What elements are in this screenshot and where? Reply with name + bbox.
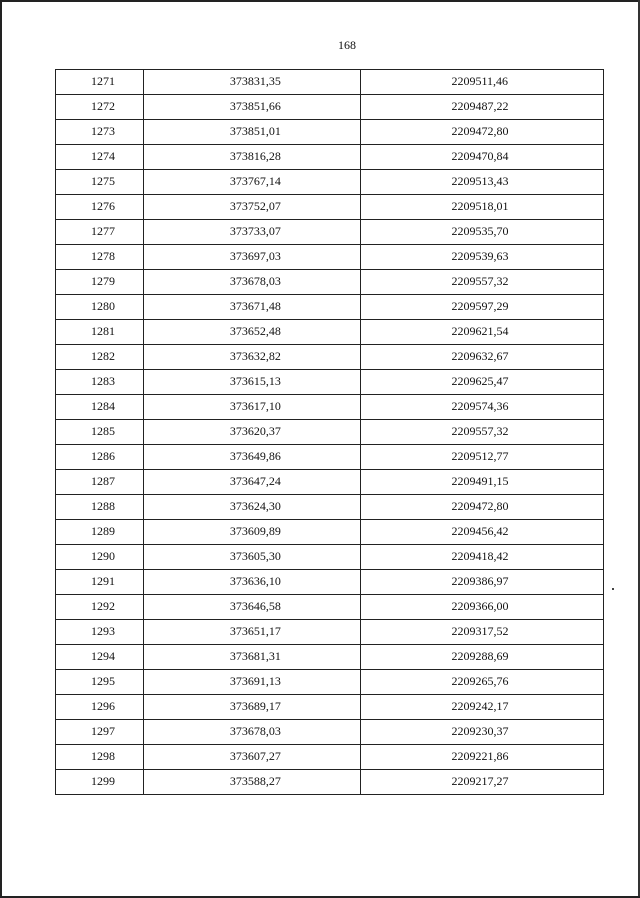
table-row [56,570,604,595]
table-row [56,95,604,120]
table-row [56,670,604,695]
x-coordinate-cell: 373733,07 [143,220,361,245]
y-coordinate-cell: 2209221,86 [361,745,604,770]
point-number-cell: 1288 [56,495,144,520]
table-row [56,195,604,220]
table-row [56,595,604,620]
point-number-cell: 1287 [56,470,144,495]
point-number-cell: 1281 [56,320,144,345]
table-row [56,145,604,170]
scan-edge-left [0,0,2,898]
y-coordinate-cell: 2209288,69 [361,645,604,670]
table-row [56,170,604,195]
point-number-cell: 1297 [56,720,144,745]
point-number-cell: 1284 [56,395,144,420]
point-number-cell: 1298 [56,745,144,770]
table-row [56,720,604,745]
x-coordinate-cell: 373624,30 [143,495,361,520]
y-coordinate-cell: 2209574,36 [361,395,604,420]
table-row [56,320,604,345]
table-row [56,345,604,370]
point-number-cell: 1296 [56,695,144,720]
x-coordinate-cell: 373617,10 [143,395,361,420]
table-row [56,270,604,295]
y-coordinate-cell: 2209242,17 [361,695,604,720]
table-row [56,395,604,420]
y-coordinate-cell: 2209472,80 [361,120,604,145]
table-row [56,495,604,520]
x-coordinate-cell: 373691,13 [143,670,361,695]
x-coordinate-cell: 373647,24 [143,470,361,495]
x-coordinate-cell: 373752,07 [143,195,361,220]
x-coordinate-cell: 373851,66 [143,95,361,120]
x-coordinate-cell: 373646,58 [143,595,361,620]
y-coordinate-cell: 2209456,42 [361,520,604,545]
table-row [56,220,604,245]
coordinates-table-body [56,70,604,795]
table-row [56,120,604,145]
point-number-cell: 1279 [56,270,144,295]
point-number-cell: 1294 [56,645,144,670]
table-row [56,620,604,645]
y-coordinate-cell: 2209265,76 [361,670,604,695]
x-coordinate-cell: 373649,86 [143,445,361,470]
x-coordinate-cell: 373615,13 [143,370,361,395]
table-row [56,295,604,320]
table-row [56,695,604,720]
point-number-cell: 1293 [56,620,144,645]
point-number-cell: 1276 [56,195,144,220]
x-coordinate-cell: 373620,37 [143,420,361,445]
point-number-cell: 1277 [56,220,144,245]
y-coordinate-cell: 2209557,32 [361,420,604,445]
point-number-cell: 1299 [56,770,144,795]
table-row [56,245,604,270]
x-coordinate-cell: 373652,48 [143,320,361,345]
point-number-cell: 1282 [56,345,144,370]
x-coordinate-cell: 373851,01 [143,120,361,145]
table-row [56,70,604,95]
y-coordinate-cell: 2209513,43 [361,170,604,195]
y-coordinate-cell: 2209597,29 [361,295,604,320]
point-number-cell: 1274 [56,145,144,170]
y-coordinate-cell: 2209217,27 [361,770,604,795]
x-coordinate-cell: 373651,17 [143,620,361,645]
x-coordinate-cell: 373609,89 [143,520,361,545]
table-row [56,420,604,445]
x-coordinate-cell: 373632,82 [143,345,361,370]
scan-speck [612,588,614,590]
x-coordinate-cell: 373607,27 [143,745,361,770]
page-number: 168 [338,38,356,52]
y-coordinate-cell: 2209518,01 [361,195,604,220]
x-coordinate-cell: 373831,35 [143,70,361,95]
y-coordinate-cell: 2209470,84 [361,145,604,170]
table-row [56,520,604,545]
point-number-cell: 1278 [56,245,144,270]
table-row [56,370,604,395]
x-coordinate-cell: 373671,48 [143,295,361,320]
x-coordinate-cell: 373816,28 [143,145,361,170]
table-row [56,545,604,570]
coordinates-table [55,69,604,795]
point-number-cell: 1285 [56,420,144,445]
y-coordinate-cell: 2209621,54 [361,320,604,345]
x-coordinate-cell: 373678,03 [143,270,361,295]
point-number-cell: 1271 [56,70,144,95]
y-coordinate-cell: 2209230,37 [361,720,604,745]
point-number-cell: 1291 [56,570,144,595]
x-coordinate-cell: 373681,31 [143,645,361,670]
y-coordinate-cell: 2209539,63 [361,245,604,270]
point-number-cell: 1272 [56,95,144,120]
table-row [56,470,604,495]
point-number-cell: 1273 [56,120,144,145]
y-coordinate-cell: 2209472,80 [361,495,604,520]
point-number-cell: 1286 [56,445,144,470]
x-coordinate-cell: 373636,10 [143,570,361,595]
y-coordinate-cell: 2209386,97 [361,570,604,595]
y-coordinate-cell: 2209557,32 [361,270,604,295]
y-coordinate-cell: 2209632,67 [361,345,604,370]
y-coordinate-cell: 2209418,42 [361,545,604,570]
point-number-cell: 1280 [56,295,144,320]
x-coordinate-cell: 373605,30 [143,545,361,570]
table-row [56,445,604,470]
point-number-cell: 1290 [56,545,144,570]
x-coordinate-cell: 373588,27 [143,770,361,795]
point-number-cell: 1275 [56,170,144,195]
y-coordinate-cell: 2209535,70 [361,220,604,245]
y-coordinate-cell: 2209366,00 [361,595,604,620]
x-coordinate-cell: 373767,14 [143,170,361,195]
y-coordinate-cell: 2209487,22 [361,95,604,120]
x-coordinate-cell: 373678,03 [143,720,361,745]
x-coordinate-cell: 373689,17 [143,695,361,720]
y-coordinate-cell: 2209511,46 [361,70,604,95]
point-number-cell: 1289 [56,520,144,545]
y-coordinate-cell: 2209625,47 [361,370,604,395]
table-row [56,745,604,770]
point-number-cell: 1283 [56,370,144,395]
point-number-cell: 1292 [56,595,144,620]
table-row [56,770,604,795]
x-coordinate-cell: 373697,03 [143,245,361,270]
table-row [56,645,604,670]
point-number-cell: 1295 [56,670,144,695]
scan-edge-top [0,0,640,2]
y-coordinate-cell: 2209491,15 [361,470,604,495]
y-coordinate-cell: 2209512,77 [361,445,604,470]
y-coordinate-cell: 2209317,52 [361,620,604,645]
